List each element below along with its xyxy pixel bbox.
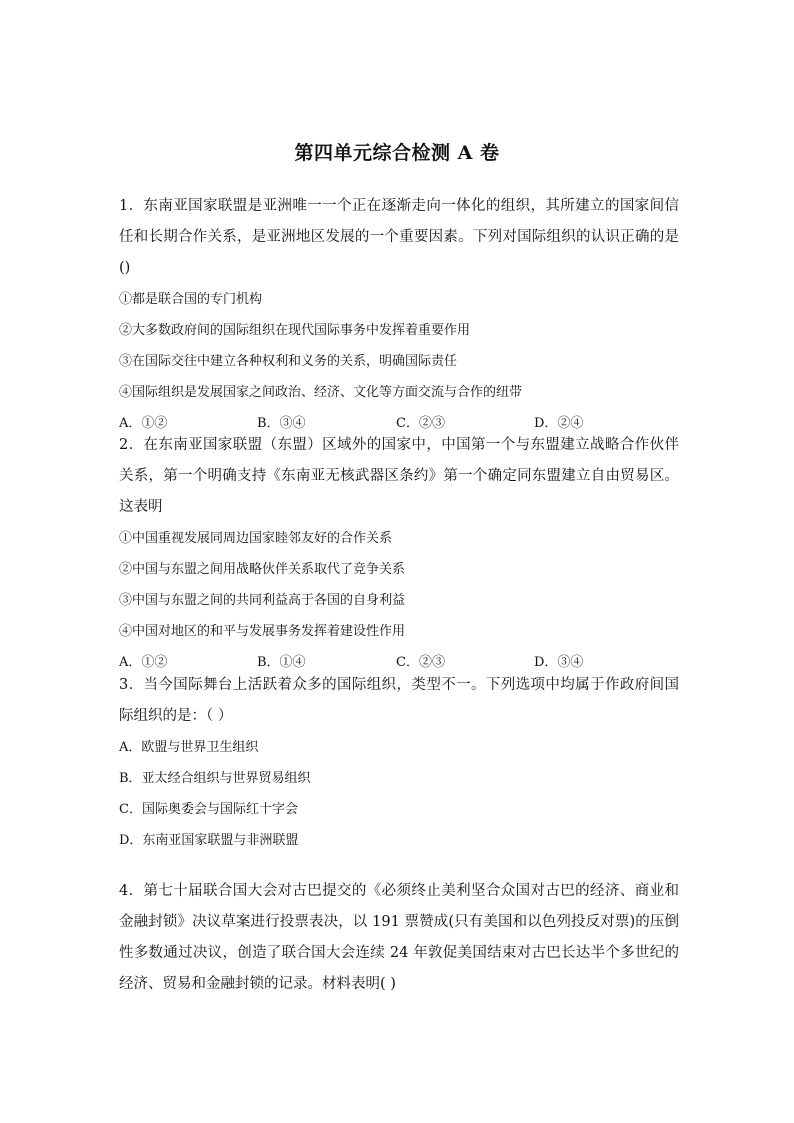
question-2-choice-d: D．③④	[534, 655, 584, 670]
question-2-stem: 2．在东南亚国家联盟（东盟）区域外的国家中，中国第一个与东盟建立战略合作伙伴关系，第一个明确支持《东南亚无核武器区条约》第一个确定同东盟建立自由贸易区。这表明	[119, 437, 679, 515]
question-1-statement-1: ①都是联合国的专门机构	[119, 292, 263, 307]
question-2-statement-4: ④中国对地区的和平与发展事务发挥着建设性作用	[119, 624, 406, 639]
question-1-choice-c: C．②③	[396, 416, 445, 431]
question-1-choice-d: D．②④	[534, 416, 584, 431]
question-2-choice-c: C．②③	[396, 655, 445, 670]
question-2-statement-2: ②中国与东盟之间用战略伙伴关系取代了竞争关系	[119, 562, 406, 577]
question-4-stem: 4．第七十届联合国大会对古巴提交的《必须终止美利坚合众国对古巴的经济、商业和金融封锁》决议草案进行投票表决，以 191 票赞成(只有美国和以色列投反对票)的压倒性多数通过决议，创造了联合国大会连续 24 年敦促美国结束对古巴长达半个多世纪的经济、贸易和金融封锁的记录。材料表明( )	[119, 883, 679, 992]
question-3-option-c: C．国际奥委会与国际红十字会	[119, 802, 298, 817]
question-3	[119, 670, 679, 856]
question-2-choice-b: B．①④	[257, 655, 306, 670]
question-1	[119, 191, 679, 439]
question-2-choice-a: A．①②	[119, 655, 168, 670]
page-title: 第四单元综合检测 A 卷	[294, 142, 500, 164]
question-4	[119, 876, 679, 1000]
question-1-statement-4: ④国际组织是发展国家之间政治、经济、文化等方面交流与合作的纽带	[119, 385, 523, 400]
question-3-option-a: A．欧盟与世界卫生组织	[119, 740, 259, 755]
question-1-stem: 1．东南亚国家联盟是亚洲唯一一个正在逐渐走向一体化的组织，其所建立的国家间信任和长期合作关系，是亚洲地区发展的一个重要因素。下列对国际组织的认识正确的是()	[119, 198, 679, 276]
question-1-statement-2: ②大多数政府间的国际组织在现代国际事务中发挥着重要作用	[119, 323, 471, 338]
question-1-statement-3: ③在国际交往中建立各种权利和义务的关系，明确国际责任	[119, 354, 458, 369]
question-2	[119, 430, 679, 678]
question-3-option-d: D．东南亚国家联盟与非洲联盟	[119, 833, 299, 848]
question-1-choice-a: A．①②	[119, 416, 168, 431]
question-3-stem: 3．当今国际舞台上活跃着众多的国际组织，类型不一。下列选项中均属于作政府间国际组织的是：（ ）	[119, 677, 679, 724]
question-2-statement-3: ③中国与东盟之间的共同利益高于各国的自身利益	[119, 593, 406, 608]
question-3-option-b: B．亚太经合组织与世界贸易组织	[119, 771, 311, 786]
question-1-choice-b: B．③④	[257, 416, 306, 431]
question-2-statement-1: ①中国重视发展同周边国家睦邻友好的合作关系	[119, 531, 393, 546]
